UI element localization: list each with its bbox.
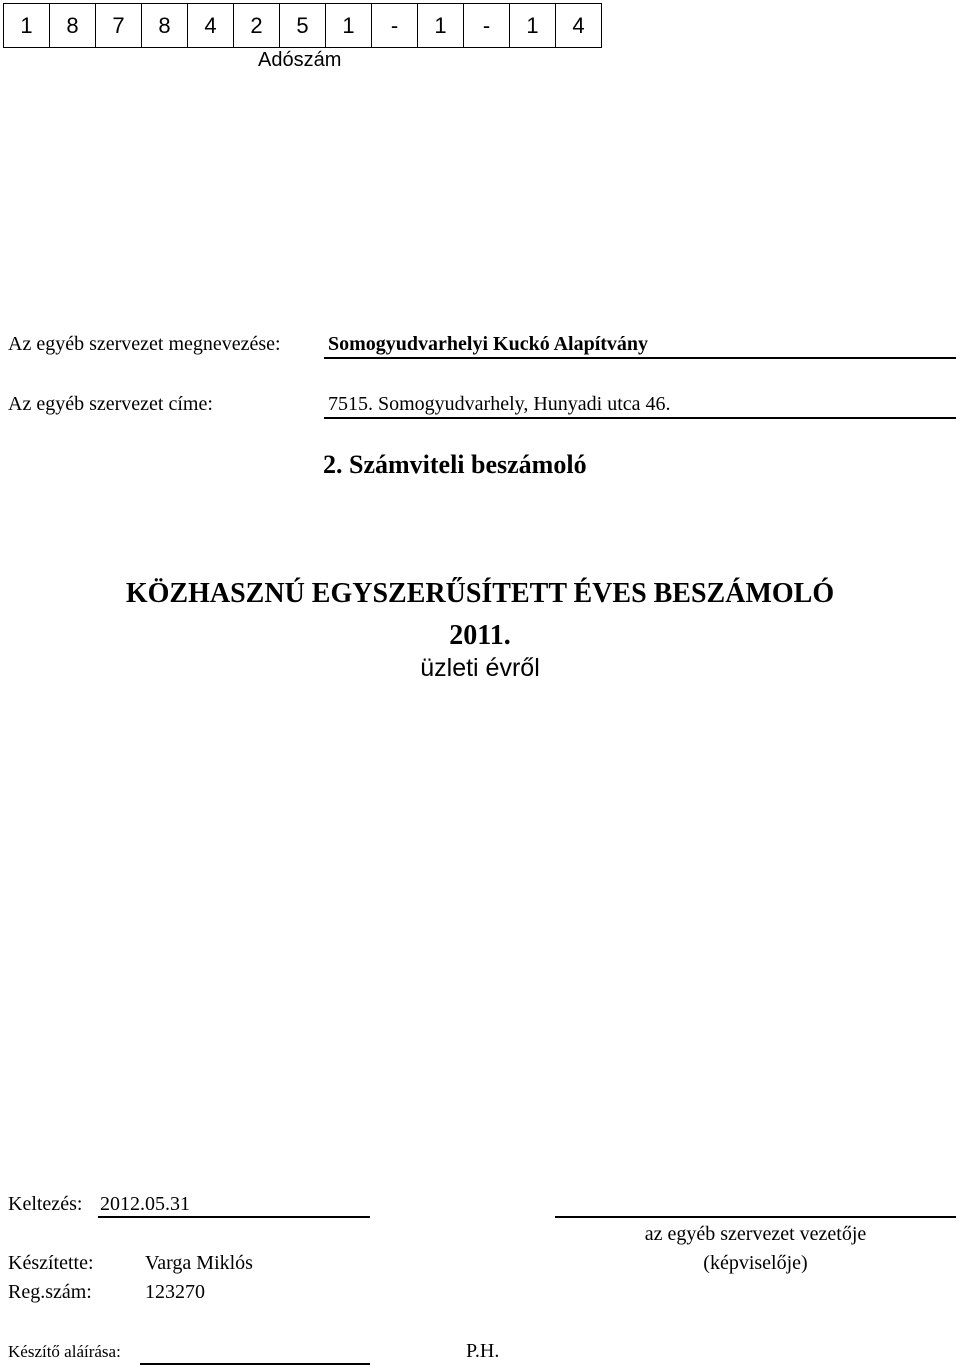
tax-digit: 4 — [188, 4, 234, 47]
date-label: Keltezés: — [8, 1193, 83, 1215]
org-name-value: Somogyudvarhelyi Kuckó Alapítvány — [328, 333, 649, 355]
reg-label: Reg.szám: — [8, 1281, 92, 1303]
tax-digit: 1 — [4, 4, 50, 47]
org-address-value: 7515. Somogyudvarhely, Hunyadi utca 46. — [328, 393, 671, 415]
org-name-underline — [324, 357, 956, 359]
prepared-value: Varga Miklós — [145, 1252, 253, 1274]
prepared-label: Készítette: — [8, 1252, 94, 1274]
signature-label: Készítő aláírása: — [8, 1342, 121, 1361]
tax-digit: 8 — [50, 4, 96, 47]
leader-line1: az egyéb szervezet vezetője — [644, 1223, 867, 1245]
tax-digit: - — [464, 4, 510, 47]
tax-digit: 7 — [96, 4, 142, 47]
tax-digit: 8 — [142, 4, 188, 47]
report-section: 2. Számviteli beszámoló — [323, 450, 587, 479]
date-value: 2012.05.31 — [100, 1193, 190, 1215]
tax-digit: 1 — [418, 4, 464, 47]
tax-digit: 2 — [234, 4, 280, 47]
tax-number-label: Adószám — [258, 49, 342, 71]
tax-digit: 1 — [326, 4, 372, 47]
date-underline — [98, 1216, 370, 1218]
tax-number-boxes — [3, 3, 602, 48]
leader-signature-line — [555, 1216, 956, 1218]
signature-line — [140, 1363, 370, 1365]
tax-digit: 4 — [572, 12, 585, 38]
report-year-suffix: üzleti évről — [420, 654, 540, 682]
report-year: 2011. — [449, 620, 511, 651]
tax-digit: - — [372, 4, 418, 47]
stamp-label: P.H. — [466, 1340, 500, 1362]
tax-digit: 5 — [280, 4, 326, 47]
org-address-underline — [324, 417, 956, 419]
leader-line2: (képviselője) — [703, 1252, 808, 1274]
org-address-label: Az egyéb szervezet címe: — [8, 393, 213, 415]
reg-value: 123270 — [145, 1281, 205, 1303]
tax-digit: 1 — [510, 4, 556, 47]
org-name-label: Az egyéb szervezet megnevezése: — [8, 333, 281, 355]
report-title: KÖZHASZNÚ EGYSZERŰSÍTETT ÉVES BESZÁMOLÓ — [125, 578, 835, 609]
